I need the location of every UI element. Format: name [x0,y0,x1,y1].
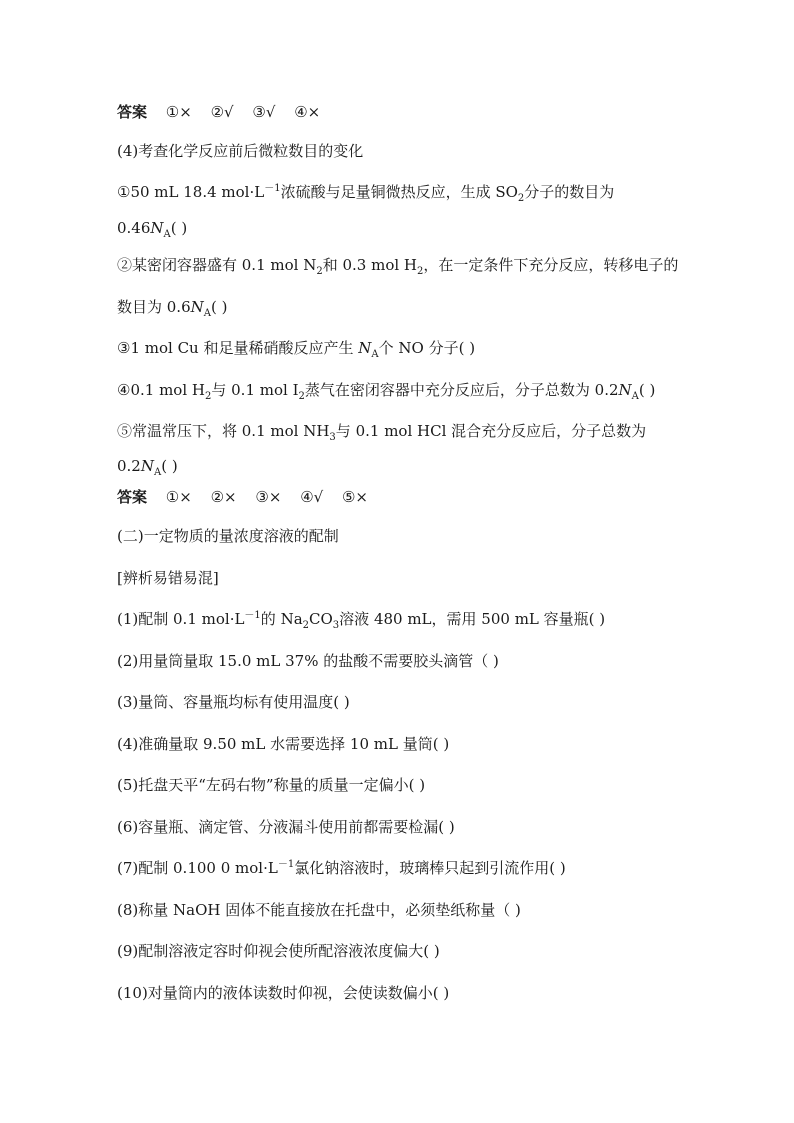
item-2: (2)用量筒量取 15.0 mL 37% 的盐酸不需要胶头滴管（ ) [117,652,499,670]
text-fragment: 个 NO 分子( ) [378,339,476,357]
subscript: 2 [517,193,525,204]
subscript: A [631,391,639,402]
text-fragment: (7)配制 0.100 0 mol·L [117,859,278,877]
question-4-5-line-2 [117,457,178,478]
subscript: 2 [204,391,212,402]
text-fragment: 的 Na [260,610,303,628]
subscript: A [153,467,162,478]
question-4-1-line-1 [117,183,615,204]
subscript: A [163,229,171,240]
text-fragment: 0.46 [117,219,151,237]
item-7 [117,859,566,877]
answer-row-2 [117,488,368,506]
item-4: (4)准确量取 9.50 mL 水需要选择 10 mL 量筒( ) [117,735,450,753]
answer-item: ③√ [252,103,276,121]
question-4-2-line-2 [117,298,228,319]
subscript: A [203,308,211,319]
answer-item: ④√ [300,488,324,506]
answer-item: ③× [255,488,282,506]
answer-blank: ( ) [161,457,178,475]
question-4-4 [117,381,656,402]
text-fragment: ③1 mol Cu 和足量稀硝酸反应产生 [117,339,359,357]
answer-item: ①× [165,488,192,506]
item-3: (3)量筒、容量瓶均标有使用温度( ) [117,693,350,711]
subscript: 3 [329,432,336,443]
question-4-1-line-2 [117,219,188,240]
subscript: 2 [316,266,323,277]
question-4-5-line-1 [117,422,647,443]
answer-item: ①× [165,103,192,121]
item-5: (5)托盘天平“左码右物”称量的质量一定偏小( ) [117,776,426,794]
subscript: 3 [332,620,340,631]
answer-item: ②√ [210,103,234,121]
section-2-title: (二)一定物质的量浓度溶液的配制 [117,527,339,545]
avogadro-symbol: N [140,457,154,475]
text-fragment: 数目为 0.6 [117,298,191,316]
avogadro-symbol: N [618,381,632,399]
answer-blank: ( ) [210,298,228,316]
answer-blank: ( ) [170,219,188,237]
answer-label: 答案 [117,488,148,506]
answer-item: ⑤× [341,488,368,506]
text-fragment: ④0.1 mol H [117,381,205,399]
item-8: (8)称量 NaOH 固体不能直接放在托盘中，必须垫纸称量（ ) [117,901,521,919]
answer-row-1 [117,103,320,121]
text-fragment: CO [309,610,333,628]
section-2-subtitle: [辨析易错易混] [117,569,219,587]
text-fragment: 0.2 [117,457,141,475]
section-4-title: (4)考查化学反应前后微粒数目的变化 [117,142,364,160]
item-1 [117,610,606,631]
text-fragment: 蒸气在密闭容器中充分反应后，分子总数为 0.2 [304,381,619,399]
text-fragment: ⑤常温常压下，将 0.1 mol NH [117,422,330,440]
question-4-3 [117,339,476,360]
text-fragment: 与 0.1 mol HCl 混合充分反应后，分子总数为 [335,422,647,440]
subscript: A [371,349,379,360]
avogadro-symbol: N [150,219,164,237]
question-4-2-line-1 [117,256,679,277]
text-fragment: 与 0.1 mol I [211,381,299,399]
superscript: －1 [244,610,261,621]
answer-item: ④× [294,103,321,121]
text-fragment: 和 0.3 mol H [322,256,418,274]
answer-label: 答案 [117,103,148,121]
item-9: (9)配制溶液定容时仰视会使所配溶液浓度偏大( ) [117,942,440,960]
subscript: 2 [417,266,424,277]
text-fragment: (1)配制 0.1 mol·L [117,610,245,628]
text-fragment: 溶液 480 mL，需用 500 mL 容量瓶( ) [339,610,606,628]
text-fragment: ①50 mL 18.4 mol·L [117,183,265,201]
text-fragment: 分子的数目为 [524,183,615,201]
text-fragment: 氯化钠溶液时，玻璃棒只起到引流作用( ) [294,859,566,877]
superscript: －1 [277,859,295,870]
answer-blank: ( ) [638,381,656,399]
subscript: 2 [302,620,310,631]
text-fragment: 浓硫酸与足量铜微热反应，生成 SO [280,183,518,201]
avogadro-symbol: N [190,298,204,316]
answer-item: ②× [210,488,237,506]
subscript: 2 [298,391,305,402]
item-10: (10)对量筒内的液体读数时仰视，会使读数偏小( ) [117,984,450,1002]
item-6: (6)容量瓶、滴定管、分液漏斗使用前都需要检漏( ) [117,818,455,836]
superscript: －1 [264,183,281,194]
avogadro-symbol: N [358,339,372,357]
text-fragment: ，在一定条件下充分反应，转移电子的 [423,256,679,274]
text-fragment: ②某密闭容器盛有 0.1 mol N [117,256,317,274]
